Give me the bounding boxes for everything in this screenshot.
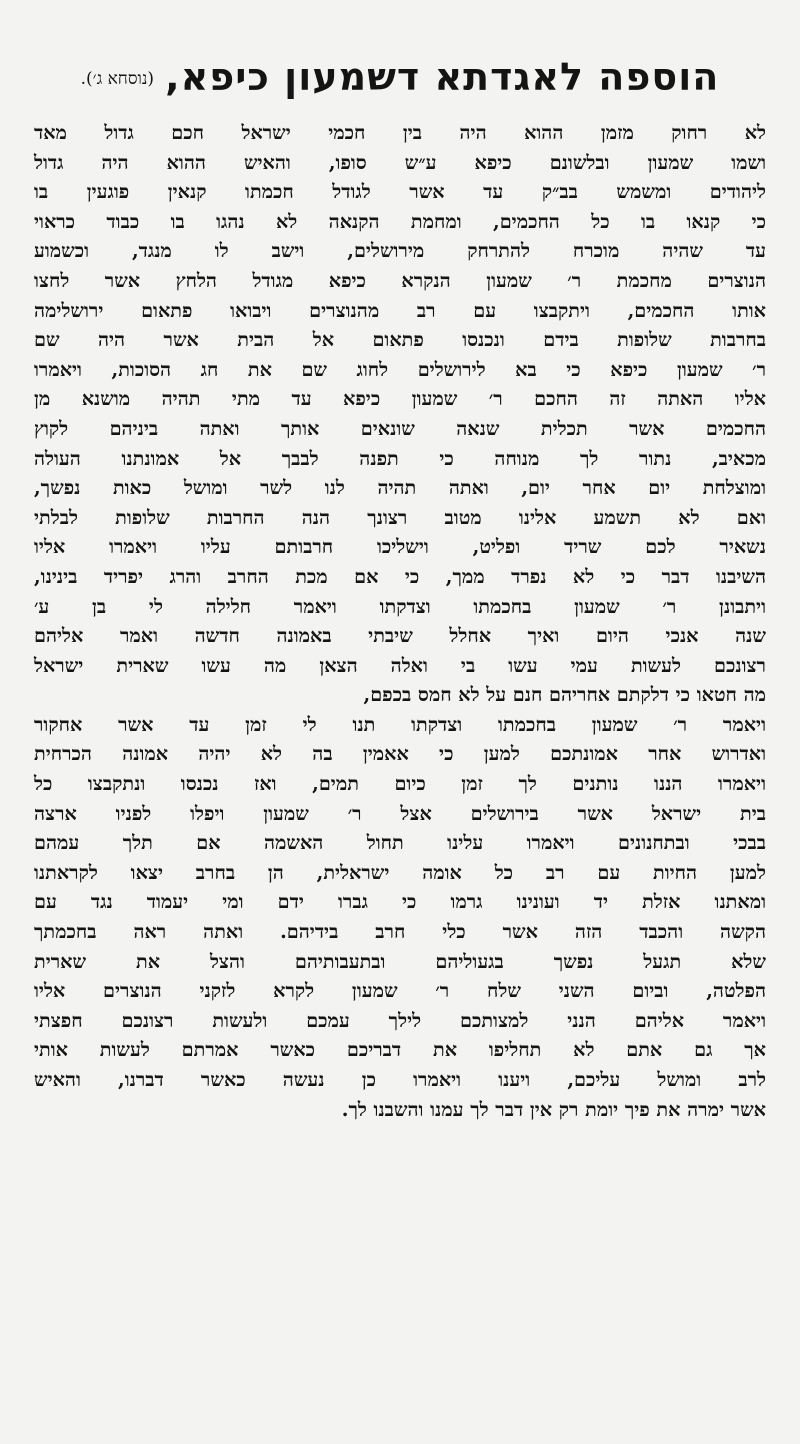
text-line: השיבנו דבר כי לא נפרד ממך, כי אם מכת החרב והרג יפריד בינינו, [34, 564, 766, 588]
text-line: ויאמר אליהם הנני למצותכם לילך עמכם ולעשות רצונכם חפצתי [34, 1008, 766, 1032]
text-line: כי קנאו בו כל החכמים, ומחמת הקנאה לא נהגו בו כבוד כראוי [34, 209, 766, 233]
text-line: מכאיב, נתור לך מנוחה כי תפנה לבבך אל אמונתנו העולה [34, 446, 766, 470]
page-title [34, 55, 766, 99]
text-line: בבכי ובתחנונים ויאמרו עלינו תחול האשמה אם תלך עמהם [34, 831, 766, 855]
text-line: אך גם אתם לא תחליפו את דבריכם כאשר אמרתם לעשות אותי [34, 1038, 766, 1062]
text-line: נשאיר לכם שריד ופליט, וישליכו חרבותם עליו ויאמרו אליו [34, 535, 766, 559]
text-line: בחרבות שלופות בידם ונכנסו פתאום אל הבית אשר היה שם [34, 328, 766, 352]
text-line: ויתבונן ר׳ שמעון בחכמתו וצדקתו ויאמר חלילה לי בן ע׳ [34, 594, 766, 618]
text-line: הקשה והכבד הזה אשר כלי חרב בידיהם. ואתה ראה בחכמתך [34, 920, 766, 944]
text-line: ליהודים ומשמש בב״ק עד אשר לגודל חכמתו קנאין פוגעין בו [34, 180, 766, 204]
text-line: מה חטאו כי דלקתם אחריהם חנם על לא חמס בכפם, [363, 683, 766, 707]
text-line: למען החיות עם רב כל אומה ישראלית, הן בחרב יצאו לקראתנו [34, 860, 766, 884]
text-line: בית ישראל אשר בירושלים אצל ר׳ שמעון ויפלו לפניו ארצה [34, 801, 766, 825]
text-line: החכמים אשר תכלית שנאה שונאים אותך ואתה ביניהם לקוץ [34, 416, 766, 440]
text-line: רצונכם לעשות עמי עשו בי ואלה הצאן מה עשו שארית ישראל [34, 653, 766, 677]
text-line: לרב ומושל עליכם, ויענו ויאמרו כן נעשה כאשר דברנו, והאיש [34, 1068, 766, 1091]
text-line: ויאמרו הננו נותנים לך זמן כיום תמים, ואז נכנסו ונתקבצו כל [34, 772, 766, 796]
text-line: אליו האתה זה החכם ר׳ שמעון כיפא עד מתי תהיה מושנא מן [34, 387, 766, 411]
text-line: לא רחוק מזמן ההוא היה בין חכמי ישראל חכם גדול מאד [34, 121, 766, 144]
text-line: שלא תגעל נפשך בגעוליהם ובתעבותיהם והצל את שארית [34, 949, 766, 973]
text-line: ומוצלחת יום אחר יום, ואתה תהיה לנו לשר ומושל כאות נפשך, [34, 476, 766, 500]
text-line: הנוצרים מחכמת ר׳ שמעון הנקרא כיפא מגודל הלחץ אשר לחצו [34, 268, 766, 292]
text-line: הפלטה, וביום השני שלח ר׳ שמעון לקרא לזקני הנוצרים אליו [34, 979, 766, 1003]
text-line: ויאמר ר׳ שמעון בחכמתו וצדקתו תנו לי זמן עד אשר אחקור [34, 712, 766, 736]
text-line: ואם לא תשמע אלינו מטוב רצונך הנה החרבות שלופות לבלתי [34, 505, 766, 529]
text-line: ומאתנו אזלת יד ועונינו גרמו כי גברו ידם ומי יעמוד נגד עם [34, 890, 766, 914]
text-line: אשר ימרה את פיך יומת רק אין דבר לך עמנו והשבנו לך. [341, 1097, 766, 1121]
title-main: הוספה לאגדתא דשמעון כיפא, [165, 55, 720, 99]
text-line: שנה אנכי היום ואיך אחלל שיבתי באמונה חדשה ואמר אליהם [34, 624, 766, 648]
body-text [34, 118, 766, 1124]
text-line: עד שהיה מוכרח להתרחק מירושלים, וישב לו מנגד, וכשמוע [34, 239, 766, 263]
text-line: ושמו שמעון ובלשונם כיפא ע״ש סופו, והאיש ההוא היה גדול [34, 150, 766, 174]
text-line: ר׳ שמעון כיפא כי בא לירושלים לחוג שם את חג הסוכות, ויאמרו [34, 357, 766, 381]
text-line: אותו החכמים, ויתקבצו עם רב מהנוצרים ויבואו פתאום ירושלימה [34, 298, 766, 322]
text-line: ואדרוש אחר אמונתכם למען כי אאמין בה לא יהיה אמונה הכרחית [34, 742, 766, 766]
title-variant-note: (נוסחא ג׳). [80, 69, 155, 89]
